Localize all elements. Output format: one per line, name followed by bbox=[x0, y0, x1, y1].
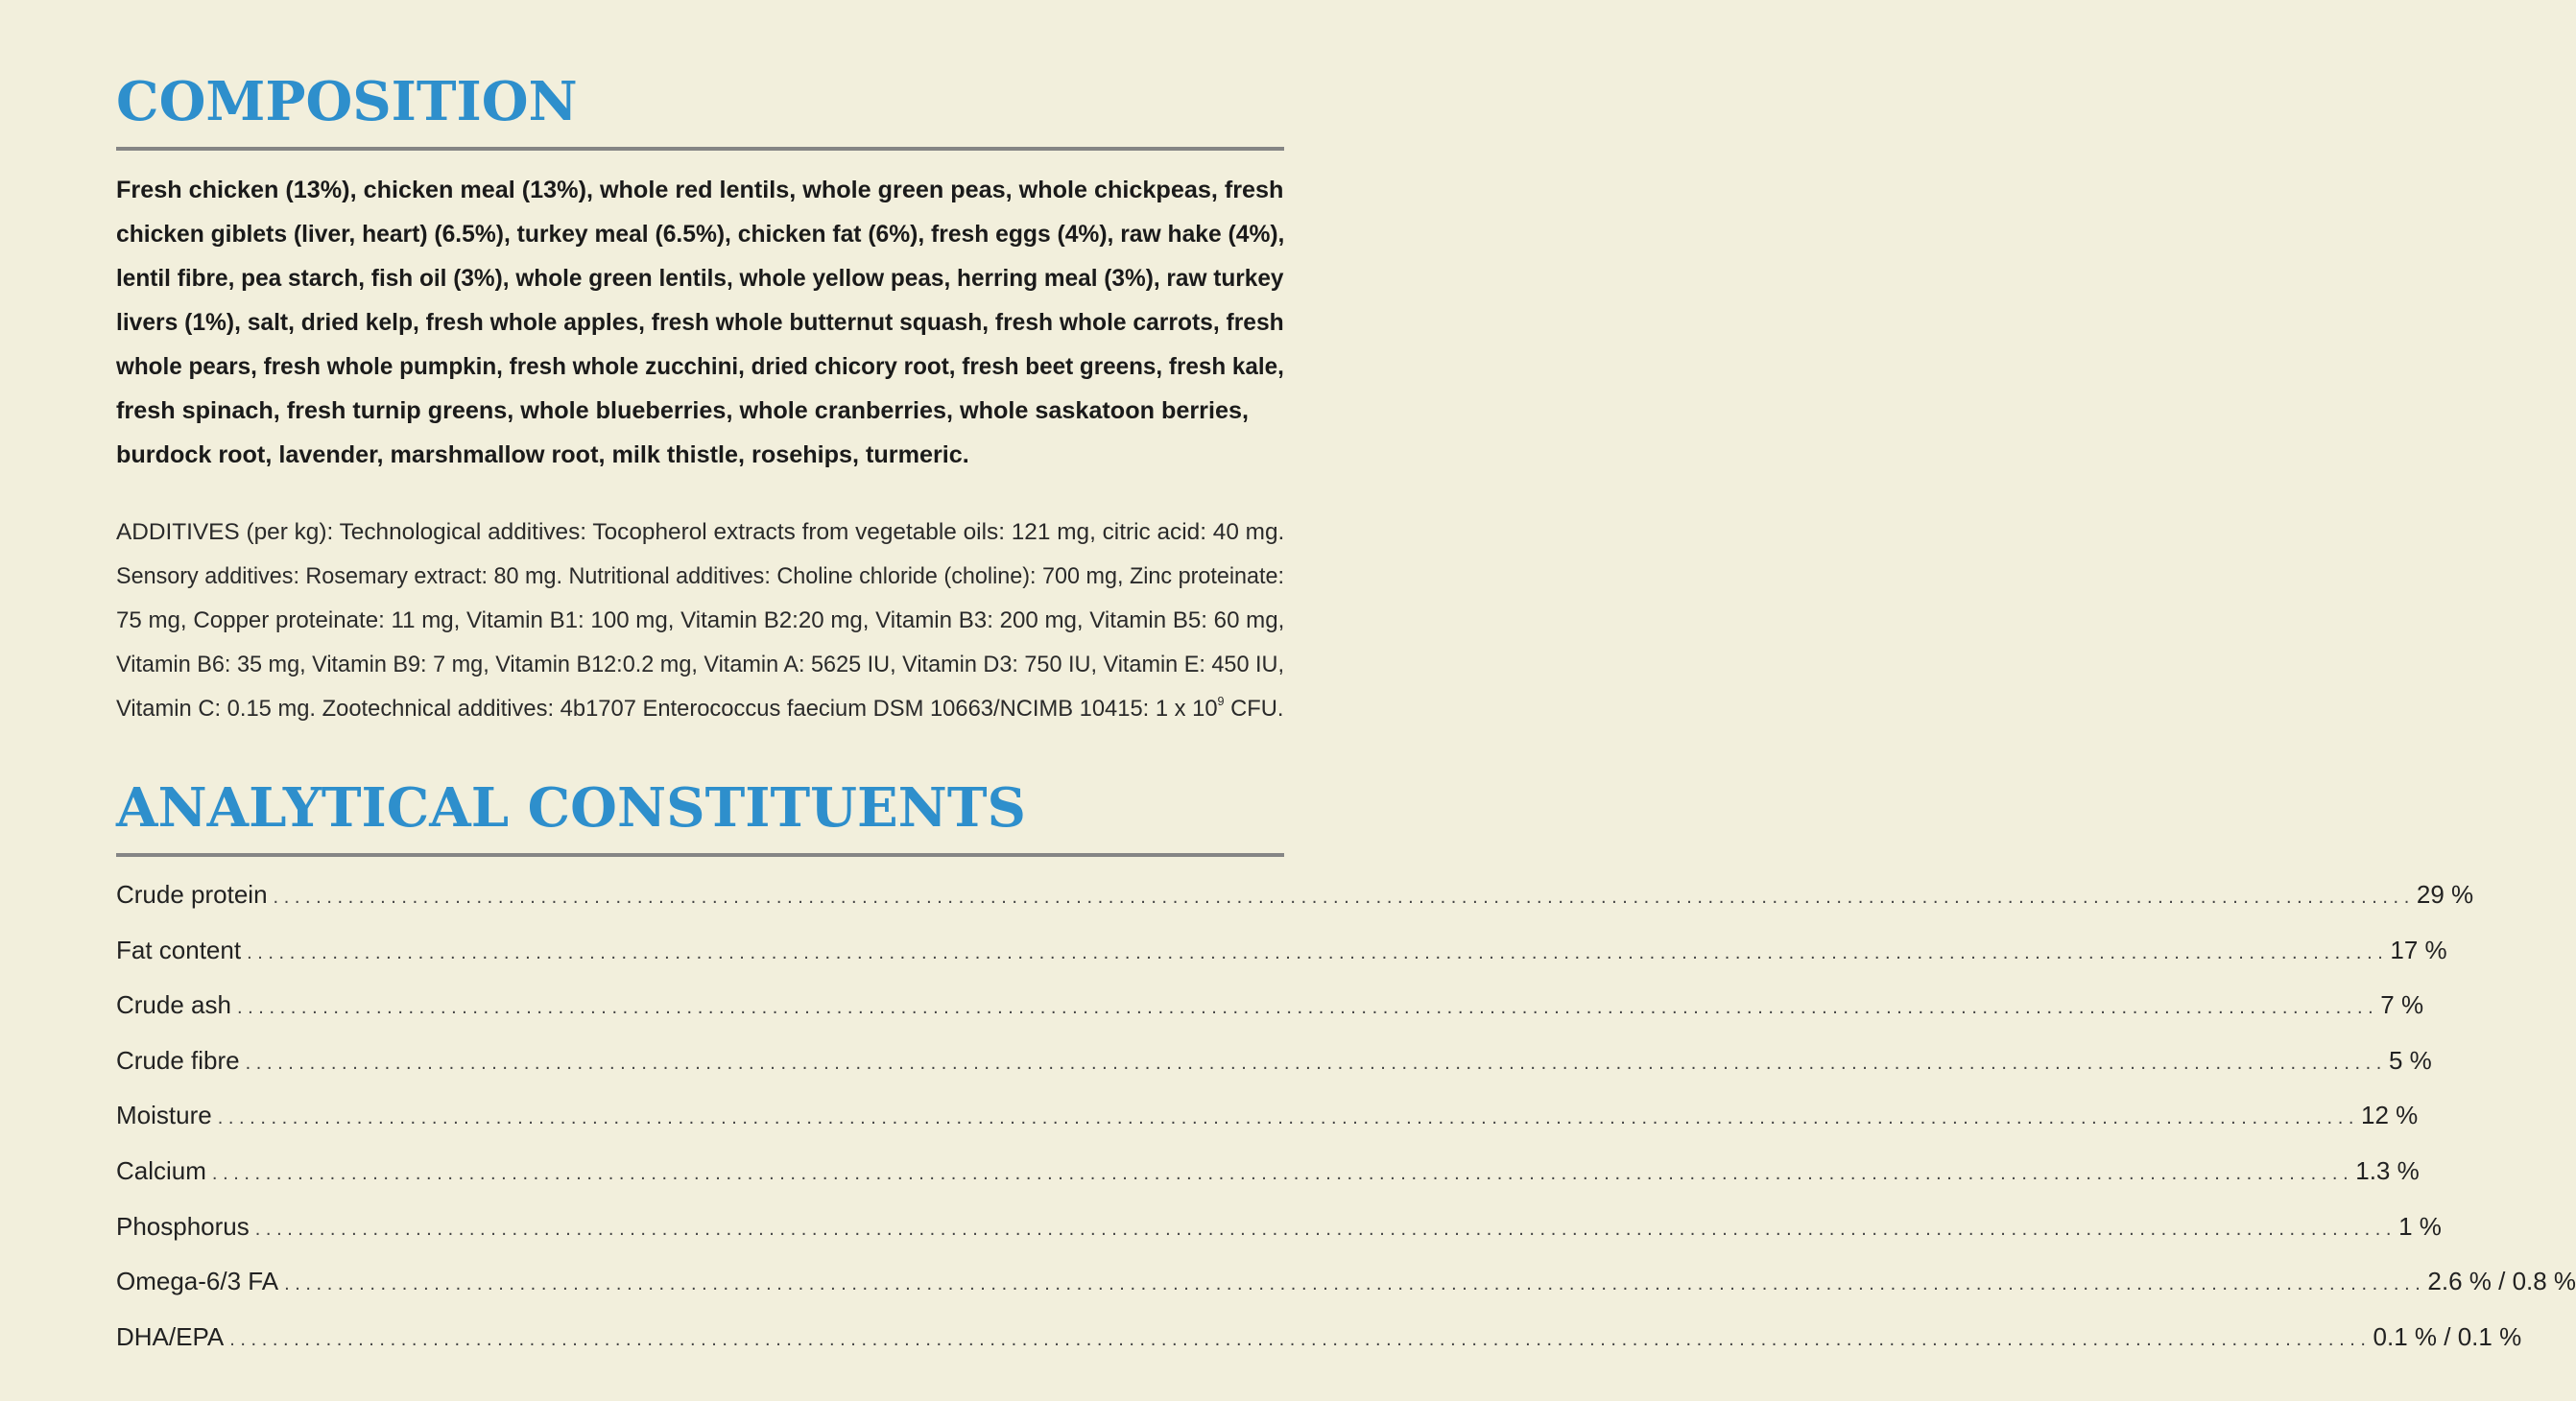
constituent-label: Crude protein bbox=[116, 880, 268, 909]
constituent-row bbox=[116, 1088, 2419, 1144]
exponent-superscript: 9 bbox=[1217, 694, 1225, 708]
composition-heading: COMPOSITION bbox=[116, 70, 578, 133]
ingredients-line: lentil fibre, pea starch, fish oil (3%), whole green lentils, whole yellow peas, herring meal (3%), raw turkey bbox=[116, 265, 1284, 292]
constituent-row bbox=[116, 867, 2474, 923]
constituent-value: 12 % bbox=[2361, 1101, 2419, 1130]
dot-leader: ........................................................................................................................................................................................................ bbox=[254, 1218, 2397, 1240]
constituent-value: 29 % bbox=[2416, 880, 2474, 909]
ingredients-line: whole pears, fresh whole pumpkin, fresh whole zucchini, dried chicory root, fresh beet greens, fresh kale, bbox=[116, 353, 1284, 380]
ingredients-line: chicken giblets (liver, heart) (6.5%), turkey meal (6.5%), chicken fat (6%), fresh eggs (4%), raw hake (4%), bbox=[116, 221, 1285, 248]
constituent-label: Crude fibre bbox=[116, 1045, 240, 1075]
dot-leader: ........................................................................................................................................................................................................ bbox=[273, 887, 2415, 908]
constituent-value: 17 % bbox=[2390, 935, 2447, 964]
constituent-row bbox=[116, 1199, 2442, 1255]
constituent-value: 7 % bbox=[2380, 990, 2424, 1020]
dot-leader: ........................................................................................................................................................................................................ bbox=[229, 1328, 2372, 1350]
constituent-label: Phosphorus bbox=[116, 1211, 250, 1241]
additives-last-text: Vitamin C: 0.15 mg. Zootechnical additives: 4b1707 Enterococcus faecium DSM 10663/NCIMB 10415: 1 x 10 bbox=[116, 696, 1218, 722]
constituent-value: 0.1 % / 0.1 % bbox=[2373, 1321, 2522, 1351]
ingredients-line: fresh spinach, fresh turnip greens, whole blueberries, whole cranberries, whole saskatoon berries, bbox=[116, 397, 1249, 424]
constituents-list bbox=[116, 867, 2576, 1365]
constituent-label: Moisture bbox=[116, 1101, 212, 1130]
constituent-row bbox=[116, 978, 2424, 1033]
constituent-label: Fat content bbox=[116, 935, 242, 964]
additives-line: ADDITIVES (per kg): Technological additives: Tocopherol extracts from vegetable oils: 121 mg, citric acid: 40 mg. bbox=[116, 519, 1285, 545]
constituent-label: Calcium bbox=[116, 1155, 206, 1185]
ingredients-paragraph bbox=[116, 168, 1284, 477]
additives-line: Vitamin B6: 35 mg, Vitamin B9: 7 mg, Vitamin B12:0.2 mg, Vitamin A: 5625 IU, Vitamin D3: 750 IU, Vitamin E: 450 IU, bbox=[116, 652, 1284, 677]
constituent-row bbox=[116, 923, 2447, 979]
ingredients-line: burdock root, lavender, marshmallow root, milk thistle, rosehips, turmeric. bbox=[116, 441, 969, 468]
additives-line: 75 mg, Copper proteinate: 11 mg, Vitamin B1: 100 mg, Vitamin B2:20 mg, Vitamin B3: 200 mg, Vitamin B5: 60 mg, bbox=[116, 607, 1285, 633]
dot-leader: ........................................................................................................................................................................................................ bbox=[245, 1052, 2387, 1074]
composition-divider bbox=[116, 147, 1284, 151]
constituent-value: 1.3 % bbox=[2355, 1155, 2420, 1185]
ingredients-line: livers (1%), salt, dried kelp, fresh whole apples, fresh whole butternut squash, fresh whole carrots, fresh bbox=[116, 309, 1284, 336]
constituent-row bbox=[116, 1144, 2420, 1199]
ingredients-line: Fresh chicken (13%), chicken meal (13%), whole red lentils, whole green peas, whole chickpeas, fresh bbox=[116, 177, 1284, 203]
constituent-label: Omega-6/3 FA bbox=[116, 1267, 279, 1296]
analytical-divider bbox=[116, 853, 1284, 857]
constituent-label: Crude ash bbox=[116, 990, 231, 1020]
additives-line bbox=[116, 687, 1284, 731]
constituent-label: DHA/EPA bbox=[116, 1321, 225, 1351]
dot-leader: ........................................................................................................................................................................................................ bbox=[284, 1273, 2426, 1295]
constituent-row bbox=[116, 1310, 2522, 1365]
analytical-heading: ANALYTICAL CONSTITUENTS bbox=[116, 776, 1026, 840]
dot-leader: ........................................................................................................................................................................................................ bbox=[236, 997, 2379, 1019]
constituent-value: 2.6 % / 0.8 % bbox=[2427, 1267, 2576, 1296]
constituent-row bbox=[116, 1254, 2576, 1310]
additives-last-suffix: CFU. bbox=[1224, 696, 1284, 722]
additives-paragraph bbox=[116, 511, 1284, 731]
dot-leader: ........................................................................................................................................................................................................ bbox=[217, 1107, 2360, 1129]
constituent-row bbox=[116, 1033, 2432, 1089]
dot-leader: ........................................................................................................................................................................................................ bbox=[247, 941, 2389, 963]
additives-line: Sensory additives: Rosemary extract: 80 mg. Nutritional additives: Choline chloride (choline): 700 mg, Zinc proteinate: bbox=[116, 563, 1285, 589]
dot-leader: ........................................................................................................................................................................................................ bbox=[211, 1162, 2354, 1184]
constituent-value: 5 % bbox=[2388, 1045, 2432, 1075]
constituent-value: 1 % bbox=[2398, 1211, 2442, 1241]
